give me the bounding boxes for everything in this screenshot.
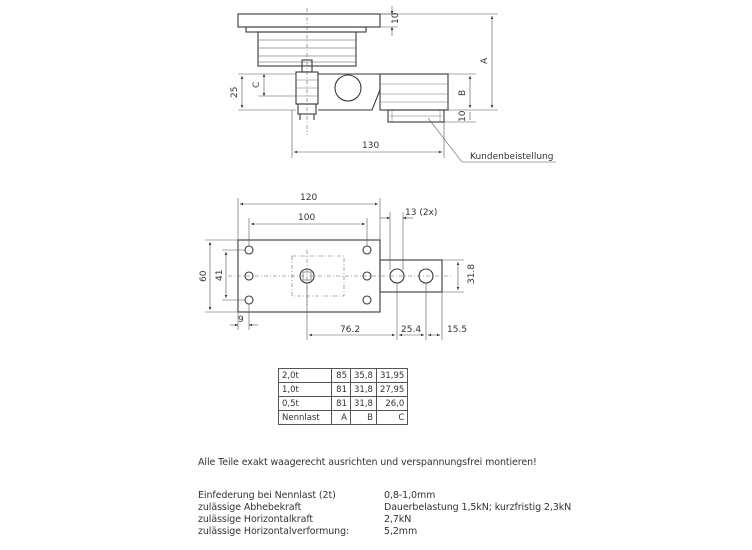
dim-15-5: 15.5 [447,325,468,335]
table-row [279,369,408,383]
dim-60: 60 [199,270,209,282]
plan-view [199,193,477,340]
table-cell: Nennlast [279,411,332,425]
dim-holes: 13 (2x) [405,208,438,218]
spec-value: 0,8-1,0mm [384,490,436,501]
load-table [278,368,408,425]
table-cell: 2,0t [279,369,332,383]
dim-B: B [458,89,468,96]
beam-bore [335,75,361,101]
dim-100: 100 [298,213,316,223]
table-cell: 31,95 [376,369,407,383]
table-cell: 1,0t [279,383,332,397]
table-cell: 85 [332,369,351,383]
dim-A: A [480,57,490,64]
dim-31-8: 31.8 [467,263,477,284]
mounting-instruction: Alle Teile exakt waagerecht ausrichten und verspannungsfrei montieren! [198,457,537,468]
callout-kundenbeistellung: Kundenbeistellung [470,152,554,162]
mounting-block [380,74,448,110]
side-view [230,6,556,162]
dim-bottom: 10 [458,110,468,122]
spec-label: zulässige Horizontalverformung: [198,526,350,537]
dim-120: 120 [300,193,318,203]
mount-hole [363,296,371,304]
table-cell: A [332,411,351,425]
table-cell: 27,95 [376,383,407,397]
mount-hole [363,246,371,254]
table-cell: 35,8 [351,369,377,383]
dim-25: 25 [230,86,240,98]
mount-hole [245,296,253,304]
table-row [279,411,408,425]
table-cell: 81 [332,397,351,411]
dim-9: 9 [238,315,244,325]
table-cell: 31,8 [351,383,377,397]
dim-41: 41 [215,269,225,281]
table-cell: 31,8 [351,397,377,411]
dim-top-plate: 10 [391,12,401,24]
dim-25-4: 25.4 [401,325,422,335]
top-plate [238,14,380,27]
dim-76-2: 76.2 [340,325,361,335]
dim-C: C [252,81,262,88]
spec-value: Dauerbelastung 1,5kN; kurzfristig 2,3kN [384,502,572,513]
spec-label: zulässige Abhebekraft [198,502,302,513]
table-cell: B [351,411,377,425]
spec-value: 2,7kN [384,514,412,525]
mount-hole [245,246,253,254]
table-row [279,383,408,397]
table-cell: 26,0 [376,397,407,411]
spec-label: zulässige Horizontalkraft [198,514,314,525]
table-cell: 81 [332,383,351,397]
beam [318,74,380,110]
table-cell: 0,5t [279,397,332,411]
dim-length: 130 [362,141,380,151]
spec-value: 5,2mm [384,526,418,537]
plate-spacer [246,27,366,32]
table-row [279,397,408,411]
spec-label: Einfederung bei Nennlast (2t) [198,490,336,501]
table-cell: C [376,411,407,425]
